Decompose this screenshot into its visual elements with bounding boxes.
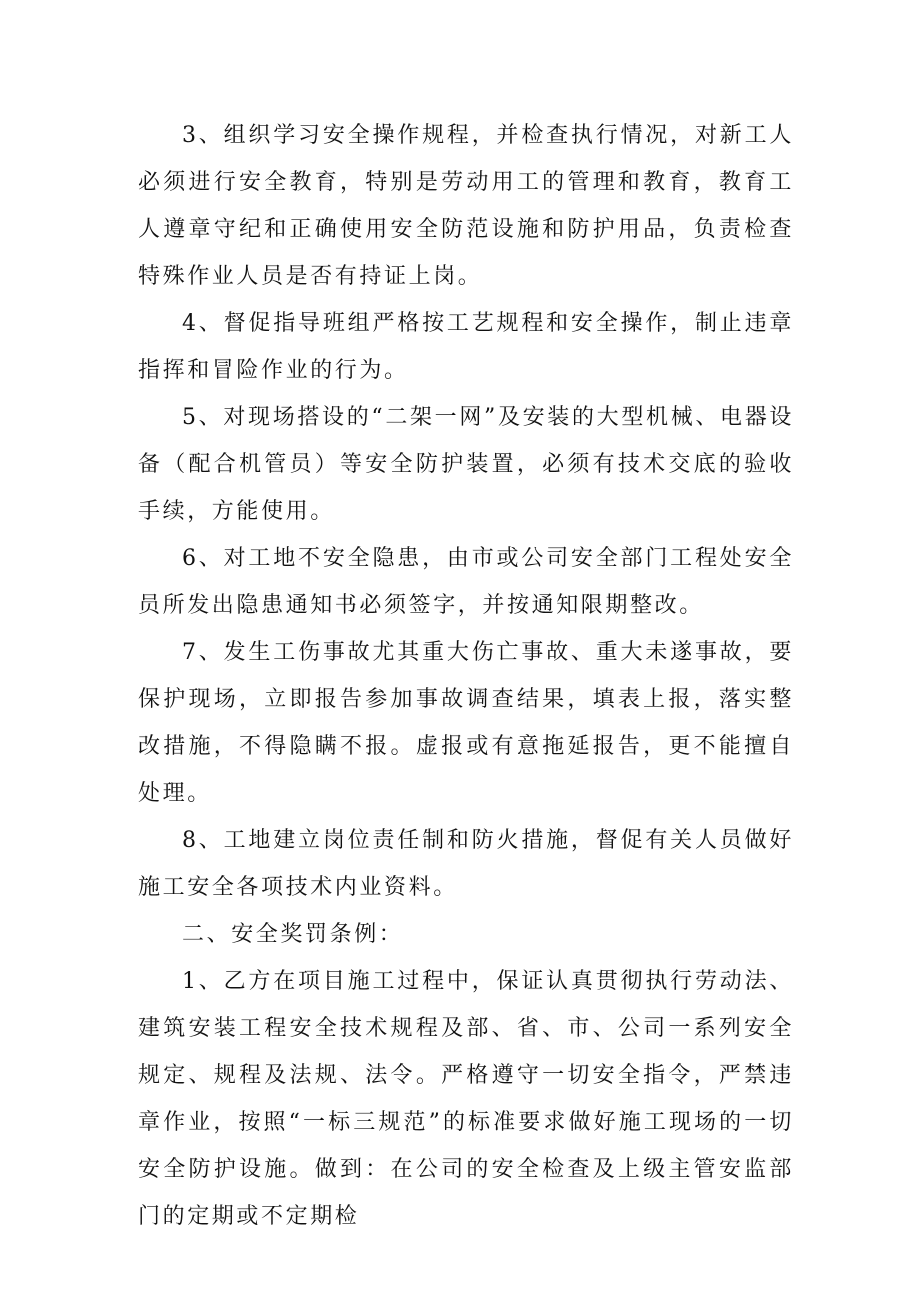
section-heading-reward-penalty: 二、安全奖罚条例： bbox=[182, 922, 404, 947]
paragraph-item-4: 4、督促指导班组严格按工艺规程和安全操作，制止违章指挥和冒险作业的行为。 bbox=[138, 311, 794, 383]
paragraph-item-7: 7、发生工伤事故尤其重大伤亡事故、重大未遂事故，要保护现场，立即报告参加事故调查结果，填表上报，落实整改措施，不得隐瞒不报。虚报或有意拖延报告，更不能擅自处理。 bbox=[138, 640, 794, 806]
paragraph-item-5: 5、对现场搭设的“二架一网”及安装的大型机械、电器设备（配合机管员）等安全防护装置，必须有技术交底的验收手续，方能使用。 bbox=[138, 405, 794, 524]
paragraph-item-6: 6、对工地不安全隐患，由市或公司安全部门工程处安全员所发出隐患通知书必须签字，并按通知限期整改。 bbox=[138, 546, 794, 618]
paragraph-item-8: 8、工地建立岗位责任制和防火措施，督促有关人员做好施工安全各项技术内业资料。 bbox=[138, 828, 794, 900]
document-body bbox=[138, 112, 794, 1240]
paragraph-clause-1: 1、乙方在项目施工过程中，保证认真贯彻执行劳动法、建筑安装工程安全技术规程及部、省、市、公司一系列安全规定、规程及法规、法令。严格遵守一切安全指令，严禁违章作业，按照“一标三规范”的标准要求做好施工现场的一切安全防护设施。做到：在公司的安全检查及上级主管安监部门的定期或不定期检 bbox=[138, 969, 794, 1229]
paragraph-item-3: 3、组织学习安全操作规程，并检查执行情况，对新工人必须进行安全教育，特别是劳动用工的管理和教育，教育工人遵章守纪和正确使用安全防范设施和防护用品，负责检查特殊作业人员是否有持证上岗。 bbox=[138, 123, 794, 289]
